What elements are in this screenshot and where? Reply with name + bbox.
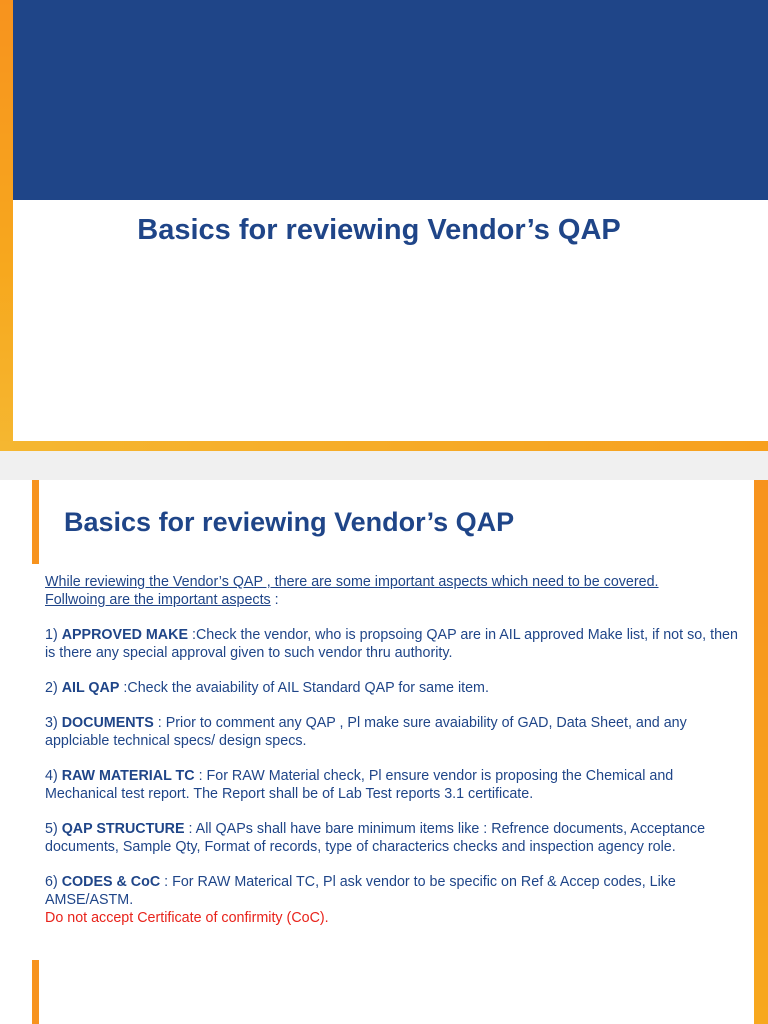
item-text: : For RAW Material check, Pl ensure vendor is proposing the Chemical and Mechanical test report. The Report shall be of Lab Test reports 3.1 certificate. (45, 768, 674, 802)
slide-title: Basics for reviewing Vendor’s QAP (137, 214, 621, 246)
header-banner (13, 0, 768, 200)
item-number: 4) (45, 768, 62, 784)
intro-line-2: Follwoing are the important aspects (45, 592, 271, 608)
item-number: 6) (45, 874, 62, 890)
title-slide (0, 0, 768, 451)
item-text: :Check the avaiability of AIL Standard QAP for same item. (119, 680, 489, 696)
item-text: : For RAW Materical TC, Pl ask vendor to be specific on Ref & Accep codes, Like AMSE/ASTM. (45, 874, 676, 908)
item-label: APPROVED MAKE (61, 627, 188, 643)
warning-text: Do not accept Certificate of confirmity (CoC). (45, 910, 329, 926)
item-number: 5) (45, 821, 62, 837)
list-item (45, 820, 745, 856)
item-text: : All QAPs shall have bare minimum items like : Refrence documents, Acceptance documents, Sample Qty, Format of records, type of characterics checks and inspection agency role. (45, 821, 706, 855)
content-title: Basics for reviewing Vendor’s QAP (64, 507, 515, 537)
left-accent-bar-top (32, 480, 39, 564)
item-label: DOCUMENTS (61, 715, 154, 731)
item-number: 1) (45, 627, 62, 643)
item-text: :Check the vendor, who is propsoing QAP are in AIL approved Make list, if not so, then is there any special approval given to such vendor thru authority. (45, 627, 738, 661)
list-item (45, 873, 745, 927)
list-item (45, 626, 745, 662)
intro-paragraph (45, 573, 745, 609)
slide-gap (0, 451, 768, 480)
list-item (45, 767, 745, 803)
intro-line-1: While reviewing the Vendor’s QAP , there are some important aspects which need to be covered. (45, 574, 659, 590)
list-item (45, 679, 745, 697)
left-accent-bar-bottom (32, 960, 39, 1024)
bottom-accent-bar (0, 441, 768, 451)
intro-colon: : (270, 592, 279, 608)
item-label: RAW MATERIAL TC (61, 768, 195, 784)
item-label: AIL QAP (61, 680, 120, 696)
right-accent-bar (754, 480, 768, 1024)
content-body (45, 573, 745, 944)
content-slide (0, 480, 768, 1024)
list-item (45, 714, 745, 750)
item-number: 2) (45, 680, 62, 696)
item-text: : Prior to comment any QAP , Pl make sure avaiability of GAD, Data Sheet, and any applciable technical specs/ design specs. (45, 715, 687, 749)
item-label: QAP STRUCTURE (61, 821, 185, 837)
item-number: 3) (45, 715, 62, 731)
item-label: CODES & CoC (61, 874, 161, 890)
